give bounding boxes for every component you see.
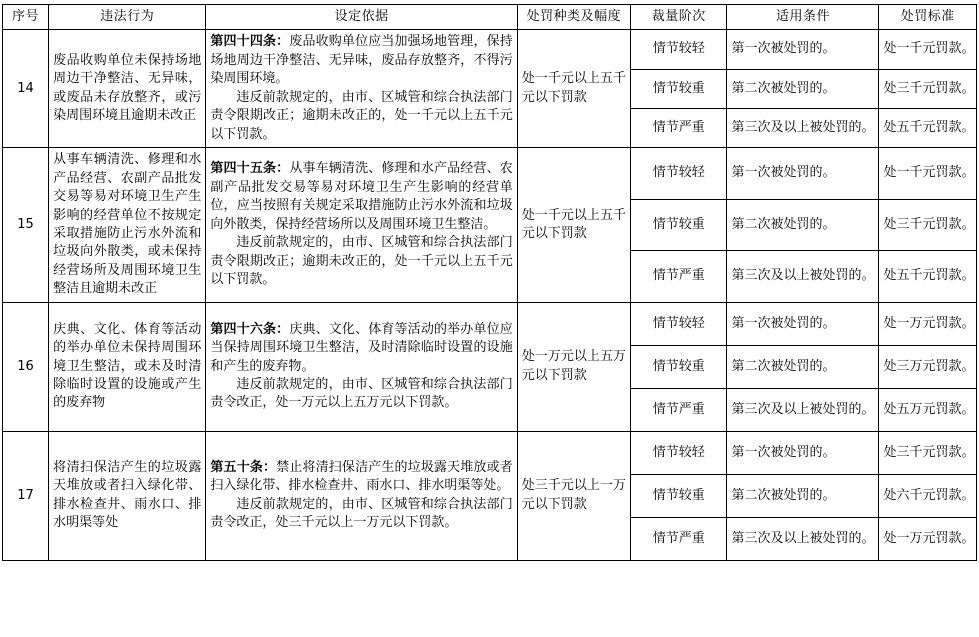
header-row — [3, 5, 977, 30]
column-header-stage: 裁量阶次 — [630, 5, 726, 30]
legal-basis-article: 第五十条： — [210, 459, 277, 475]
discretion-stage: 情节较重 — [630, 474, 726, 517]
legal-basis-article: 第四十四条： — [210, 34, 290, 50]
legal-basis-p2: 违反前款规定的，由市、区城管和综合执法部门责令限期改正；逾期未改正的，处一千元以上五千元以下罚款。 — [210, 235, 513, 288]
column-header-no: 序号 — [3, 5, 49, 30]
applicable-condition: 第三次及以上被处罚的。 — [727, 388, 879, 431]
penalty-standard: 处三千元罚款。 — [879, 69, 977, 108]
penalty-standard: 处三千元罚款。 — [879, 199, 977, 251]
applicable-condition: 第二次被处罚的。 — [727, 199, 879, 251]
legal-basis-p1: 废品收购单位应当加强场地管理，保持场地周边干净整洁、无异味，废品存放整齐，不得污染周围环境。 — [210, 34, 513, 87]
column-header-condition: 适用条件 — [727, 5, 879, 30]
discretion-stage: 情节较轻 — [630, 302, 726, 345]
legal-basis-article: 第四十五条： — [210, 161, 290, 177]
table-row — [3, 148, 977, 200]
column-header-penalty-type: 处罚种类及幅度 — [517, 5, 630, 30]
table-header — [3, 5, 977, 30]
penalty-type: 处三千元以上一万元以下罚款 — [517, 431, 630, 560]
discretion-stage: 情节较重 — [630, 199, 726, 251]
legal-basis-p1: 从事车辆清洗、修理和水产品经营、农副产品批发交易等易对环境卫生产生影响的经营单位，应当按照有关规定采取措施防止污水外流和垃圾向外散类，保持经营场所以及周围环境卫生整洁。 — [210, 161, 513, 232]
applicable-condition: 第一次被处罚的。 — [727, 302, 879, 345]
illegal-act: 废品收购单位未保持场地周边干净整洁、无异味，或废品未存放整齐，或污染周围环境且逾期未改正 — [49, 30, 206, 148]
illegal-act: 从事车辆清洗、修理和水产品经营、农副产品批发交易等易对环境卫生产生影响的经营单位不按规定采取措施防止污水外流和垃圾向外散类，或未保持经营场所及周围环境卫生整洁且逾期未改正 — [49, 148, 206, 303]
applicable-condition: 第二次被处罚的。 — [727, 474, 879, 517]
penalty-type: 处一万元以上五万元以下罚款 — [517, 302, 630, 431]
applicable-condition: 第一次被处罚的。 — [727, 148, 879, 200]
penalty-standard: 处五千元罚款。 — [879, 108, 977, 147]
legal-basis-p2: 违反前款规定的，由市、区城管和综合执法部门责令改正，处一万元以上五万元以下罚款。 — [210, 377, 513, 411]
applicable-condition: 第三次及以上被处罚的。 — [727, 517, 879, 560]
discretion-stage: 情节严重 — [630, 251, 726, 303]
legal-basis-p2: 违反前款规定的，由市、区城管和综合执法部门责令限期改正；逾期未改正的，处一千元以上五千元以下罚款。 — [210, 89, 513, 142]
discretion-stage: 情节较重 — [630, 69, 726, 108]
penalty-standard: 处一千元罚款。 — [879, 148, 977, 200]
penalty-standard: 处一万元罚款。 — [879, 517, 977, 560]
applicable-condition: 第一次被处罚的。 — [727, 431, 879, 474]
discretion-stage: 情节严重 — [630, 108, 726, 147]
discretion-stage: 情节较重 — [630, 345, 726, 388]
penalty-standard: 处三千元罚款。 — [879, 431, 977, 474]
applicable-condition: 第二次被处罚的。 — [727, 345, 879, 388]
penalty-standard: 处五万元罚款。 — [879, 388, 977, 431]
discretion-stage: 情节严重 — [630, 517, 726, 560]
column-header-act: 违法行为 — [49, 5, 206, 30]
penalty-standard: 处一万元罚款。 — [879, 302, 977, 345]
legal-basis — [206, 431, 517, 560]
penalty-standard: 处六千元罚款。 — [879, 474, 977, 517]
legal-basis — [206, 148, 517, 303]
legal-basis-p2: 违反前款规定的，由市、区城管和综合执法部门责令改正，处三千元以上一万元以下罚款。 — [210, 496, 513, 531]
discretion-stage: 情节较轻 — [630, 30, 726, 69]
legal-basis — [206, 30, 517, 148]
table-row — [3, 30, 977, 69]
penalty-type: 处一千元以上五千元以下罚款 — [517, 148, 630, 303]
applicable-condition: 第三次及以上被处罚的。 — [727, 108, 879, 147]
applicable-condition: 第一次被处罚的。 — [727, 30, 879, 69]
applicable-condition: 第三次及以上被处罚的。 — [727, 251, 879, 303]
legal-basis-p1: 庆典、文化、体育等活动的举办单位应当保持周围环境卫生整洁，及时清除临时设置的设施和产生的废弃物。 — [210, 321, 513, 374]
illegal-act: 庆典、文化、体育等活动的举办单位未保持周围环境卫生整洁，或未及时清除临时设置的设施或产生的废弃物 — [49, 302, 206, 431]
column-header-standard: 处罚标准 — [879, 5, 977, 30]
legal-basis — [206, 302, 517, 431]
penalty-standard: 处三万元罚款。 — [879, 345, 977, 388]
table-row — [3, 302, 977, 345]
applicable-condition: 第二次被处罚的。 — [727, 69, 879, 108]
column-header-basis: 设定依据 — [206, 5, 517, 30]
penalty-discretion-table — [2, 4, 977, 561]
legal-basis-article: 第四十六条： — [210, 321, 290, 337]
discretion-stage: 情节较轻 — [630, 148, 726, 200]
discretion-stage: 情节严重 — [630, 388, 726, 431]
discretion-stage: 情节较轻 — [630, 431, 726, 474]
penalty-standard: 处五千元罚款。 — [879, 251, 977, 303]
illegal-act: 将清扫保洁产生的垃圾露天堆放或者扫入绿化带、排水检查井、雨水口、排水明渠等处 — [49, 431, 206, 560]
row-number: 17 — [3, 431, 49, 560]
penalty-type: 处一千元以上五千元以下罚款 — [517, 30, 630, 148]
row-number: 15 — [3, 148, 49, 303]
table-body — [3, 30, 977, 560]
legal-basis-p1: 禁止将清扫保洁产生的垃圾露天堆放或者扫入绿化带、排水检查井、雨水口、排水明渠等处。 — [210, 459, 513, 494]
table-row — [3, 431, 977, 474]
row-number: 14 — [3, 30, 49, 148]
penalty-standard: 处一千元罚款。 — [879, 30, 977, 69]
row-number: 16 — [3, 302, 49, 431]
